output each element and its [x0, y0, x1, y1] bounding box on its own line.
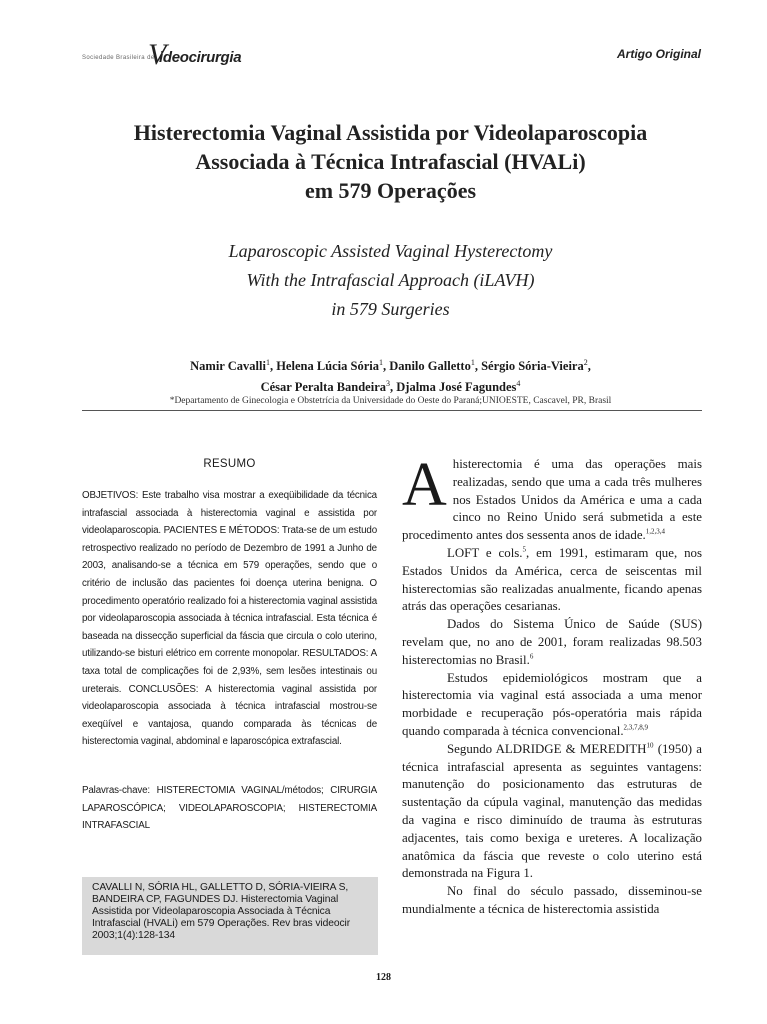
- author-separator: ,: [390, 380, 397, 395]
- author-affiliation-mark: 1: [470, 358, 475, 367]
- author-separator: ,: [382, 359, 390, 374]
- subtitle-line: With the Intrafascial Approach (iLAVH): [246, 270, 535, 290]
- abstract-heading: RESUMO: [203, 458, 256, 470]
- author-line: [40, 375, 741, 396]
- author-affiliation-mark: 1: [265, 358, 270, 367]
- author-name: Namir Cavalli: [190, 359, 266, 374]
- logo-small-text: Sociedade Brasileira de: [82, 55, 155, 61]
- citation-box: [82, 877, 378, 955]
- abstract-body: OBJETIVOS: Este trabalho visa mostrar a exeqüibilidade da técnica intrafascial associada à histerectomia vaginal e assistida por videolaparoscopia. PACIENTES E MÉTODOS: Trata-se de um estudo retrospectivo realizado no período de Dezembro de 1991 a Junho de 2003, analisando-se a técnica em 579 operações, sendo que o critério de inclusão das pacientes foi doença uterina benigna. O procedimento operatório realizado foi a histerectomia vaginal assistida por videolaparoscopia associada à técnica intrafascial. Esta técnica é baseada na dissecção superficial da fáscia que circula o colo uterino, utilizando-se bisturi elétrico em corrente monopolar. RESULTADOS: A taxa total de complicações foi de 2,93%, sem lesões intestinais ou ureterais. CONCLUSÕES: A histerectomia vaginal assistida por videolaparoscopia associada à técnica intrafascial mostrou-se exeqüível e vantajosa, quando comparada às técnicas de histerectomia vaginal, abdominal e laparoscópica extrafascial.: [82, 490, 377, 748]
- paragraph: [402, 741, 702, 883]
- author-name: Helena Lúcia Sória: [276, 359, 379, 374]
- section-label: Artigo Original: [617, 47, 701, 61]
- citation-text: CAVALLI N, SÓRIA HL, GALLETTO D, SÓRIA-VIEIRA S, BANDEIRA CP, FAGUNDES DJ. Histerectomia Vaginal Assistida por Videolaparoscopia Associada à Técnica Intrafascial (HVALi) em 579 Operações. Rev bras videocir 2003;1(4):128-134: [92, 882, 351, 941]
- paragraph: [402, 616, 702, 669]
- paragraph: [402, 545, 702, 616]
- article-english-title: [40, 237, 741, 324]
- paragraph-text: Estudos epidemiológicos mostram que a histerectomia via vaginal está associada a uma menor morbidade e recuperação pós-operatória mais rápida quando comparada à técnica convencional.: [402, 670, 702, 738]
- author-separator: ,: [587, 359, 591, 374]
- author-name: Sérgio Sória-Vieira: [481, 359, 584, 374]
- paragraph-text: (1950) a técnica intrafascial apresenta as seguintes vantagens: manutenção do posicionamento das estruturas de sustentação da cúpula vaginal, manutenção das medidas da vagina e risco diminuído de trauma às estruturas adjacentes, tais como bexiga e ureteres. A localização anatômica da fáscia que reveste o colo uterino está demonstrada na Figura 1.: [402, 741, 702, 881]
- title-line: em 579 Operações: [304, 178, 477, 203]
- title-line: Histerectomia Vaginal Assistida por Videolaparoscopia: [133, 120, 648, 145]
- title-line: Associada à Técnica Intrafascial (HVALi): [195, 149, 586, 174]
- paragraph-text: No final do século passado, disseminou-se mundialmente a técnica de histerectomia assistida: [402, 884, 702, 916]
- author-name: Djalma José Fagundes: [396, 380, 517, 395]
- drop-cap: A: [402, 451, 447, 519]
- author-affiliation-mark: 4: [516, 379, 521, 389]
- header-divider: [82, 410, 702, 411]
- reference-mark: 5: [522, 545, 527, 554]
- affiliation: *Departamento de Ginecologia e Obstetrícia da Universidade do Oeste do Paraná;UNIOESTE, Cascavel, PR, Brasil: [169, 396, 612, 406]
- logo-v-letter: V: [148, 38, 167, 71]
- author-separator: ,: [474, 359, 482, 374]
- reference-mark: 10: [646, 741, 654, 750]
- author-separator: ,: [269, 359, 277, 374]
- journal-logo: [82, 38, 282, 74]
- paragraph-text: histerectomia é uma das operações mais realizadas, sendo que uma a cada três mulheres nos Estados Unidos da América e uma a cada cinco no Reino Unido será submetida a este procedimento antes dos sessenta anos de idade.: [402, 457, 702, 543]
- paragraph: [402, 883, 702, 919]
- author-affiliation-mark: 2: [583, 358, 588, 367]
- paragraph-text: Segundo ALDRIDGE & MEREDITH: [447, 741, 647, 756]
- paragraph-text: LOFT e cols.: [447, 545, 523, 560]
- paragraph-text: , em 1991, estimaram que, nos Estados Unidos da América, cerca de seiscentas mil histerectomias são realizadas anualmente, ficando apenas atrás das operações cesarianas.: [402, 545, 702, 614]
- subtitle-line: Laparoscopic Assisted Vaginal Hysterectomy: [228, 241, 553, 261]
- page-number: 128: [376, 972, 391, 983]
- reference-mark: 1,2,3,4: [645, 527, 666, 536]
- logo-main-text: ideocirurgia: [159, 49, 242, 66]
- article-title: [40, 118, 741, 205]
- author-list: [40, 354, 741, 396]
- paragraph: [402, 670, 702, 741]
- author-name: Danilo Galletto: [389, 359, 471, 374]
- author-affiliation-mark: 3: [386, 379, 391, 389]
- paragraph-text: Dados do Sistema Único de Saúde (SUS) revelam que, no ano de 2001, foram realizadas 98.503 histerectomias no Brasil.: [402, 617, 702, 667]
- paragraph: [402, 451, 702, 545]
- reference-mark: 6: [529, 652, 534, 661]
- body-column: [402, 451, 702, 919]
- keywords: Palavras-chave: HISTERECTOMIA VAGINAL/métodos; CIRURGIA LAPAROSCÓPICA; VIDEOLAPAROSCOPIA; HISTERECTOMIA INTRAFASCIAL: [82, 785, 377, 832]
- subtitle-line: in 579 Surgeries: [331, 299, 450, 319]
- author-line: [40, 354, 741, 375]
- author-name: César Peralta Bandeira: [260, 380, 387, 395]
- reference-mark: 2,3,7,8,9: [623, 723, 649, 732]
- author-affiliation-mark: 1: [378, 358, 383, 367]
